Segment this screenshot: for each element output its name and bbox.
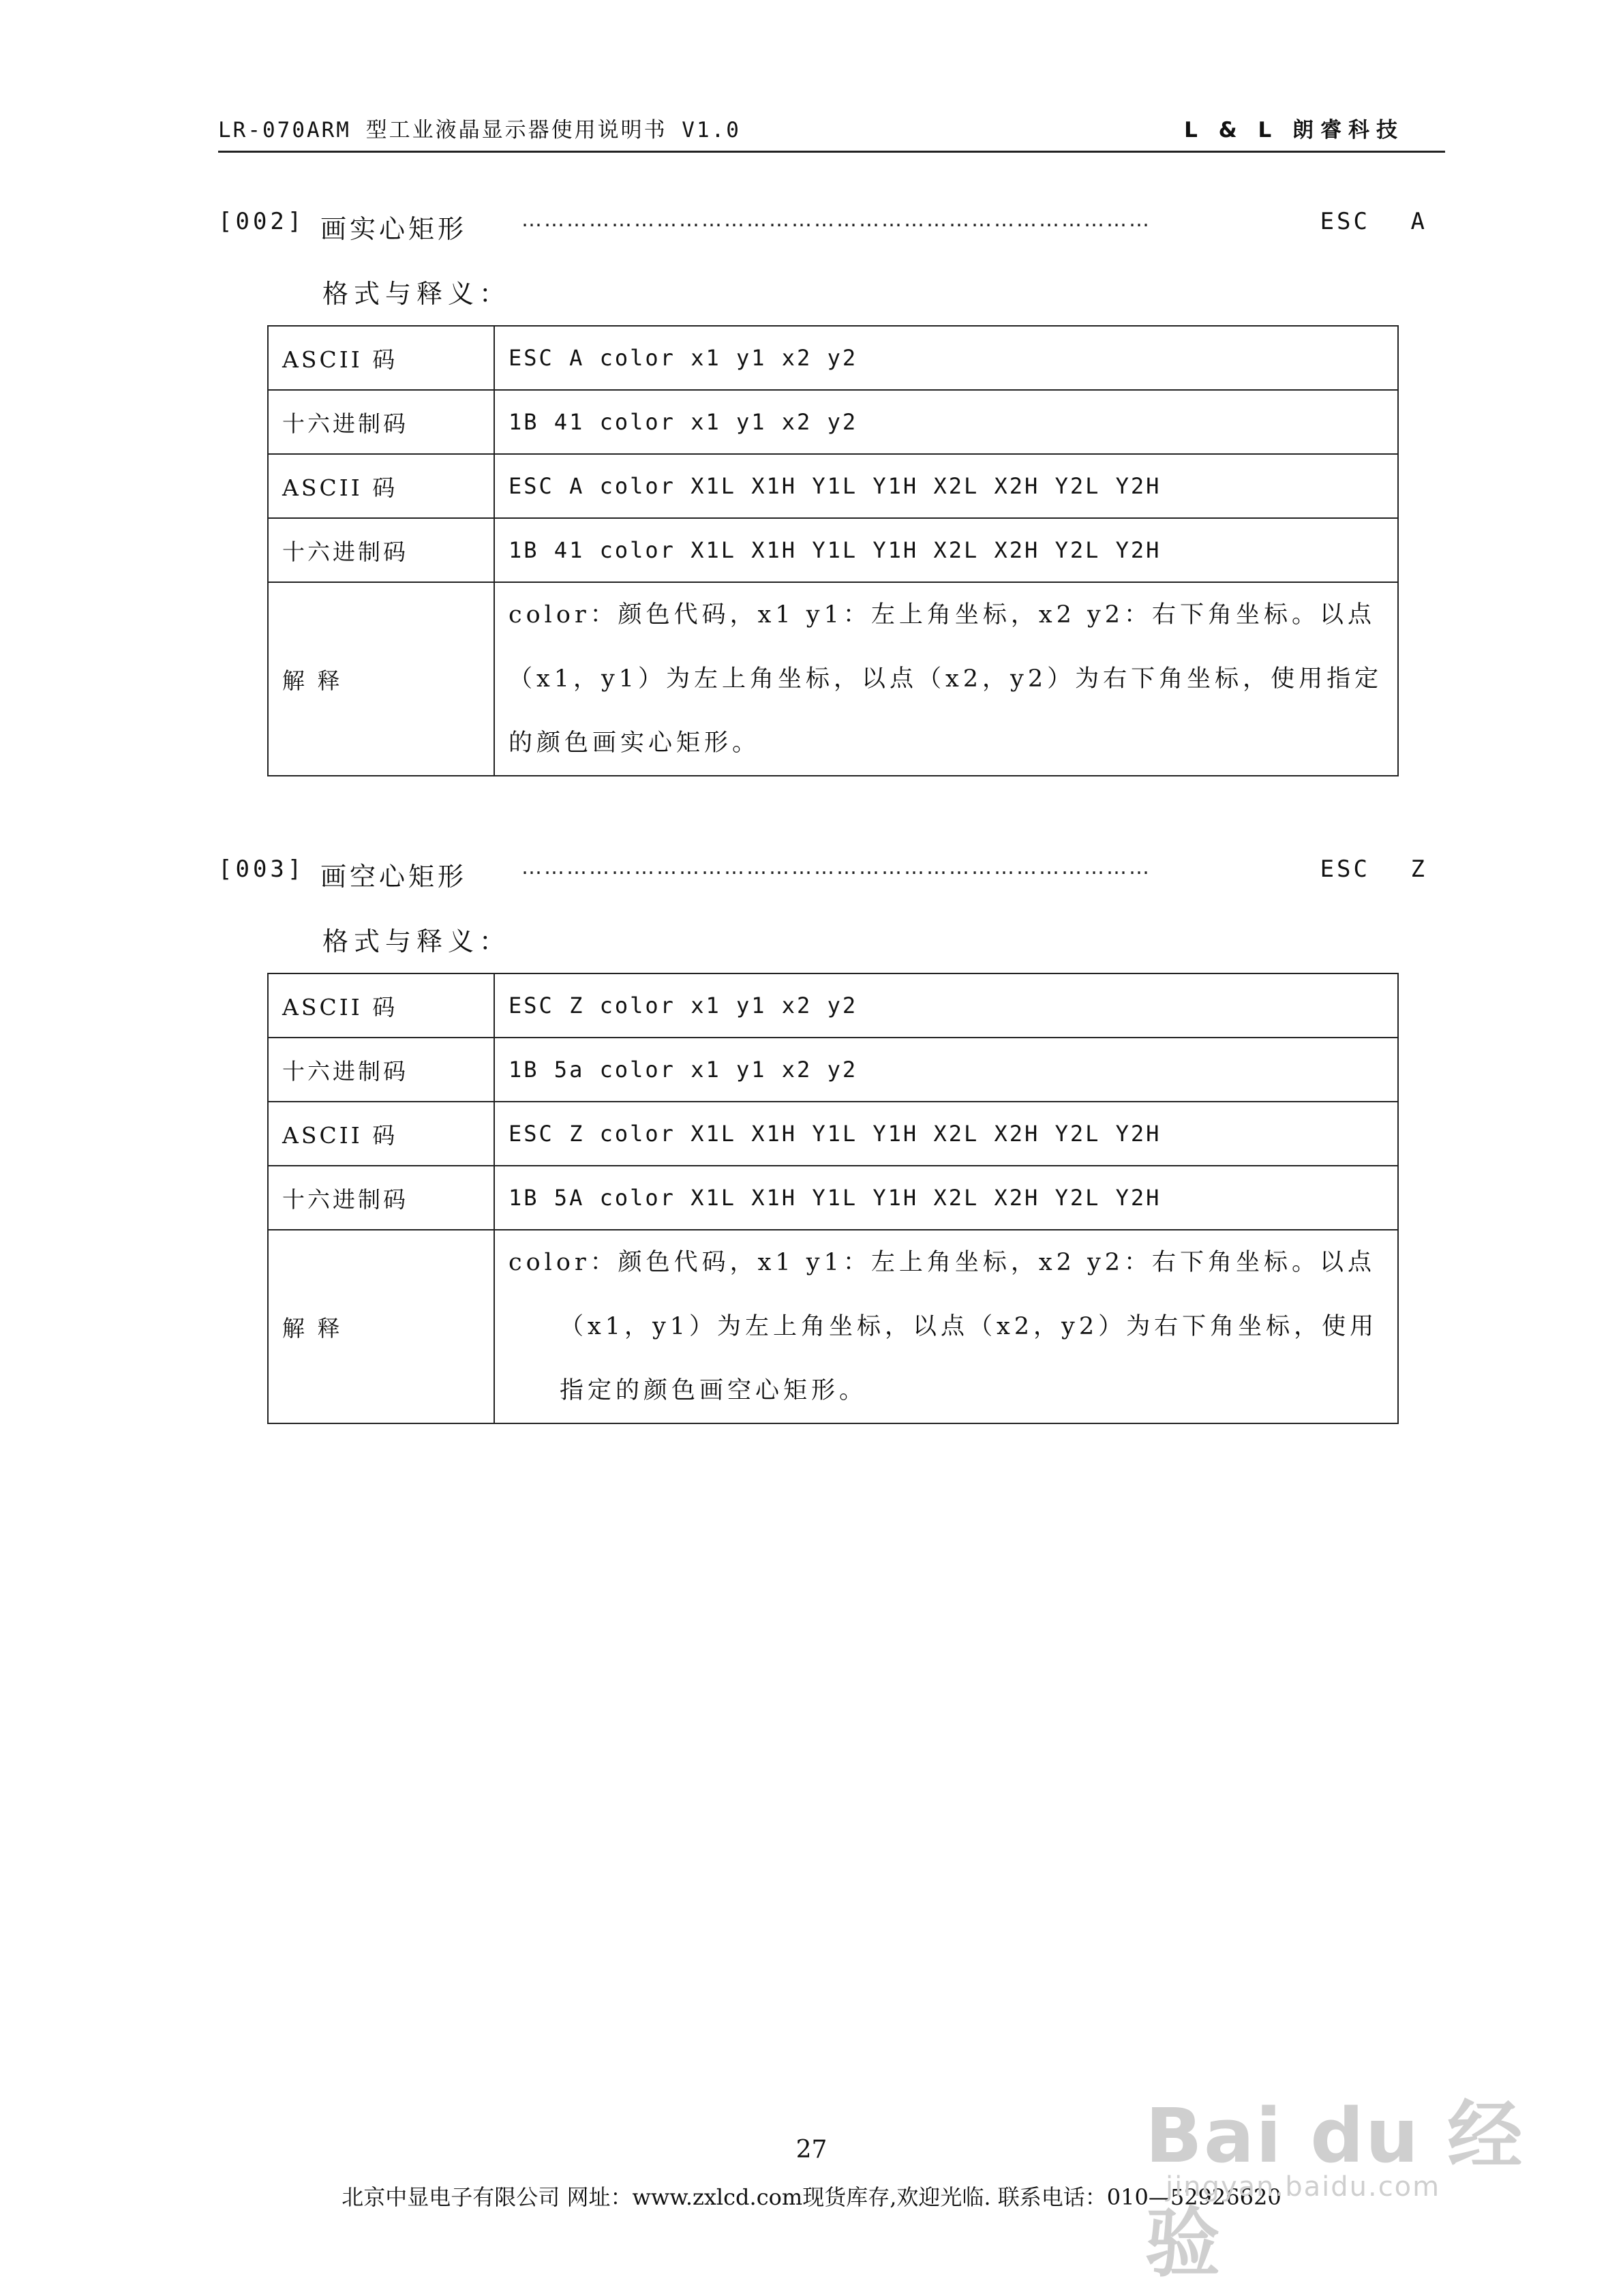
company-name: L & L 朗睿科技 [1184, 118, 1404, 142]
row-label: 十六进制码 [268, 1166, 494, 1230]
section-name: 画实心矩形 [320, 214, 468, 244]
table-row-explain [268, 582, 1398, 776]
table-row [268, 390, 1398, 454]
table-row [268, 454, 1398, 518]
table-row [268, 1166, 1398, 1230]
row-value: ESC Z color x1 y1 x2 y2 [494, 973, 1398, 1038]
row-label: ASCII 码 [268, 973, 494, 1038]
table-row-explain [268, 1230, 1398, 1423]
explain-label: 解 释 [268, 582, 494, 776]
row-value: 1B 5A color X1L X1H Y1L Y1H X2L X2H Y2L Y2H [494, 1166, 1398, 1230]
row-label: 十六进制码 [268, 390, 494, 454]
row-label: 十六进制码 [268, 518, 494, 582]
section-name: 画空心矩形 [320, 862, 468, 892]
row-value: ESC A color x1 y1 x2 y2 [494, 326, 1398, 390]
section-key: A [1410, 208, 1428, 235]
section-esc: ESC [1320, 856, 1370, 883]
footer-contact: 北京中显电子有限公司 网址：www.zxlcd.com现货库存,欢迎光临. 联系电话：010—52926620 [342, 2184, 1281, 2210]
row-value: ESC Z color X1L X1H Y1L Y1H X2L X2H Y2L Y2H [494, 1102, 1398, 1166]
dot-leader: ………………………………………………………………………… [521, 856, 1151, 879]
section-number: [002] [218, 208, 305, 235]
table-row [268, 326, 1398, 390]
format-subhead: 格式与释义： [322, 926, 511, 956]
section-title-003 [218, 856, 1428, 890]
table-row [268, 1038, 1398, 1102]
table-row [268, 1102, 1398, 1166]
explain-text: color：颜色代码，x1 y1：左上角坐标，x2 y2：右下角坐标。以点（x1，y1）为左上角坐标，以点（x2，y2）为右下角坐标，使用指定的颜色画空心矩形。 [494, 1230, 1398, 1423]
row-value: 1B 5a color x1 y1 x2 y2 [494, 1038, 1398, 1102]
row-label: ASCII 码 [268, 326, 494, 390]
row-label: ASCII 码 [268, 454, 494, 518]
explain-text: color：颜色代码，x1 y1：左上角坐标，x2 y2：右下角坐标。以点（x1，y1）为左上角坐标，以点（x2，y2）为右下角坐标，使用指定的颜色画实心矩形。 [494, 582, 1398, 776]
section-key: Z [1410, 856, 1428, 883]
row-value: ESC A color X1L X1H Y1L Y1H X2L X2H Y2L Y2H [494, 454, 1398, 518]
command-table-003 [267, 973, 1399, 1424]
command-table-002 [267, 325, 1399, 776]
table-row [268, 518, 1398, 582]
watermark-url: jingyan.baidu.com [1166, 2171, 1441, 2203]
section-number: [003] [218, 856, 305, 883]
page-number: 27 [795, 2136, 828, 2164]
document-title: LR-070ARM 型工业液晶显示器使用说明书 V1.0 [218, 118, 741, 142]
section-esc: ESC [1320, 208, 1370, 235]
explain-label: 解 释 [268, 1230, 494, 1423]
row-value: 1B 41 color X1L X1H Y1L Y1H X2L X2H Y2L Y2H [494, 518, 1398, 582]
section-title-002 [218, 208, 1428, 242]
format-subhead: 格式与释义： [322, 279, 511, 309]
dot-leader: ………………………………………………………………………… [521, 208, 1151, 232]
table-row [268, 973, 1398, 1038]
watermark-logo: Bai du 经验 [1145, 2092, 1524, 2287]
row-value: 1B 41 color x1 y1 x2 y2 [494, 390, 1398, 454]
page-header [218, 112, 1445, 153]
row-label: ASCII 码 [268, 1102, 494, 1166]
row-label: 十六进制码 [268, 1038, 494, 1102]
baidu-watermark [1145, 2076, 1527, 2287]
